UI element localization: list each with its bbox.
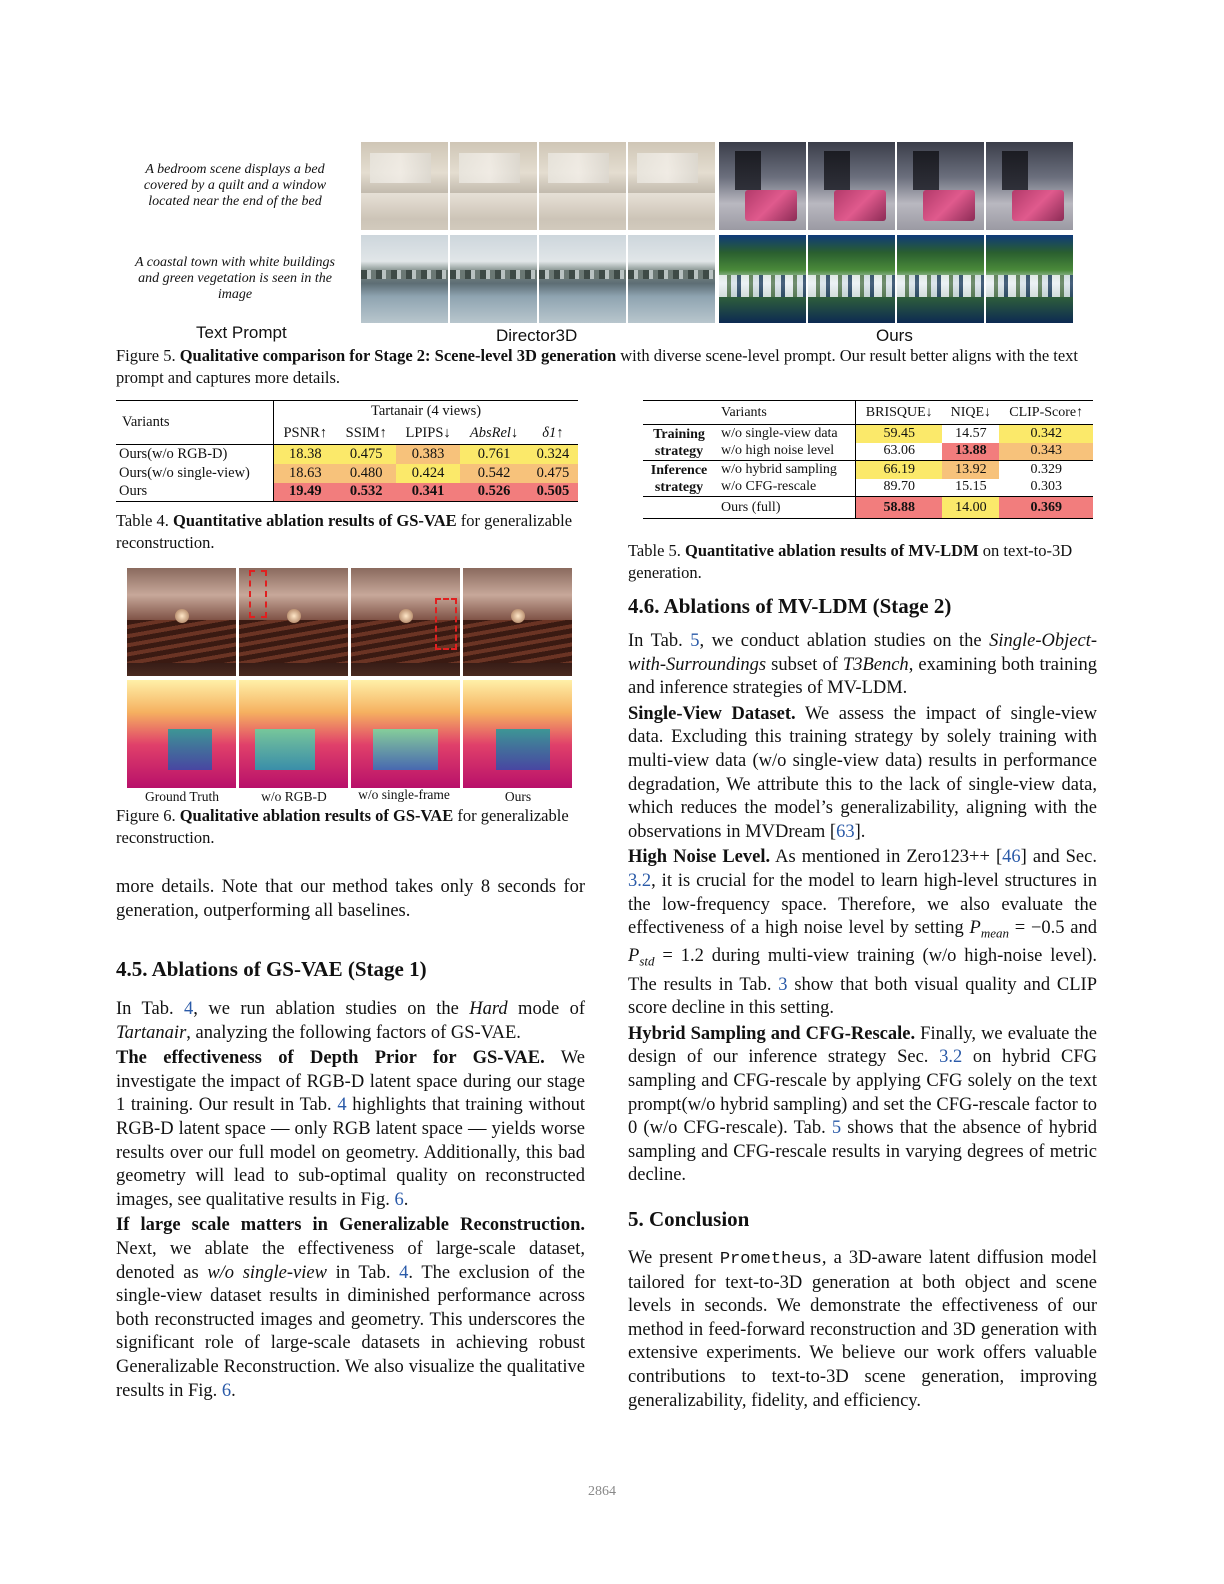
table4-cell: 0.383: [396, 445, 460, 464]
math: P: [969, 918, 981, 939]
table4-header-variants: Variants: [116, 401, 274, 445]
figure-5: [116, 140, 1101, 375]
wo-rgbd-rgb-image: [239, 568, 348, 676]
wo-single-frame-rgb-image: [351, 568, 460, 676]
ref-link[interactable]: 63: [836, 821, 855, 842]
text: As mentioned in Zero123++ [: [770, 847, 1003, 868]
table4-header-group: Tartanair (4 views): [370, 403, 482, 420]
director-coastal-view-4: [628, 235, 715, 323]
text: ] and Sec.: [1020, 847, 1097, 868]
section-5-title: 5. Conclusion: [628, 1207, 750, 1231]
paragraph-intro-45: [116, 998, 585, 1045]
table-5-caption-text: on text-to-3D generation.: [628, 541, 1073, 582]
director-bedroom-view-2: [450, 142, 537, 230]
ours-coastal-view-1: [719, 235, 806, 323]
table5-row-name: w/o hybrid sampling: [715, 461, 856, 479]
text: Next, we ablate the effectiveness of large-scale dataset, denoted as: [116, 1238, 585, 1283]
ours-rgb-image: [463, 568, 572, 676]
ref-link[interactable]: 3.2: [628, 870, 652, 891]
figure-5-caption-num: Figure 5.: [116, 346, 176, 365]
ours-coastal-view-3: [897, 235, 984, 323]
section-4-6-title: 4.6. Ablations of MV-LDM (Stage 2): [628, 594, 952, 618]
table4-col-psnr: PSNR↑: [283, 424, 328, 441]
director-coastal-view-3: [539, 235, 626, 323]
text: , analyzing the following factors of GS-VAE.: [186, 1022, 521, 1043]
director-coastal-view-1: [361, 235, 448, 323]
math: = 1.2: [654, 946, 704, 967]
table4-col-ssim: SSIM↑: [345, 424, 387, 441]
text: highlights that training without RGB-D latent space — only RGB latent space — yields worse results over our full model on geometry. Additionally, this bad geometry will lead to sub-optimal quality on reconstructed images, see qualitative results in Fig.: [116, 1095, 585, 1210]
paragraph-title: High Noise Level.: [628, 847, 771, 868]
ours-bedroom-view-3: [897, 142, 984, 230]
figure-6-caption-text: for generalizable reconstruction.: [116, 806, 569, 847]
text: . The exclusion of the single-view dataset results in diminished performance across both reconstructed images and geometry. This underscores the significant role of large-scale datasets in achieving robust Generalizable Reconstruction. We also visualize the qualitative results in Fig.: [116, 1262, 586, 1401]
table4-cell: 0.526: [460, 483, 528, 502]
text: Single-Object-with-Surroundings: [628, 631, 1098, 675]
table5-cell: 13.88: [942, 443, 999, 461]
table4-cell: 0.341: [396, 483, 460, 502]
gt-rgb-image: [127, 568, 236, 676]
table-5-caption: [628, 540, 1098, 584]
figure-6-caption: [116, 805, 586, 849]
ref-link[interactable]: 6: [394, 1189, 404, 1210]
depth-region: [373, 729, 438, 770]
wo-rgbd-depth-image: [239, 680, 348, 788]
table-4-caption-text: for generalizable reconstruction.: [116, 511, 573, 552]
page-number: 2864: [588, 1484, 616, 1499]
table5-cell: 59.45: [856, 425, 943, 443]
ours-coastal-views: [719, 235, 1073, 323]
paragraph-intro-46: [628, 630, 1097, 701]
table5-cell: 0.343: [999, 443, 1093, 461]
table4-cell: 18.38: [274, 445, 337, 464]
table5-cell: 13.92: [942, 461, 999, 479]
table4-cell: 0.480: [336, 464, 396, 483]
director-bedroom-view-1: [361, 142, 448, 230]
paragraph-hybrid-sampling: [628, 1023, 1097, 1188]
table4-col-delta1: δ1↑: [542, 424, 564, 441]
text: In Tab.: [116, 999, 185, 1019]
table5-group-inference: Inference strategy: [650, 462, 708, 495]
table4-cell: 0.761: [460, 445, 528, 464]
text: show that both visual quality and CLIP score decline in this setting.: [628, 974, 1097, 1019]
figure-6-caption-title: Qualitative ablation results of GS-VAE: [179, 806, 454, 825]
table-4-caption-num: Table 4.: [116, 511, 169, 530]
math: std: [639, 954, 655, 970]
table5-col-niqe: NIQE↓: [950, 404, 992, 420]
table4-row-name: Ours(w/o single-view): [116, 464, 274, 483]
text: We present: [628, 1248, 720, 1268]
text: on hybrid CFG sampling and CFG-rescale by applying CFG solely on the text prompt(w/o hybrid sampling) and set the CFG-rescale factor to 0 (w/o CFG-rescale). Tab.: [628, 1047, 1097, 1139]
label-ours: Ours: [876, 326, 913, 345]
ref-link[interactable]: 4: [337, 1095, 347, 1116]
table-5-caption-title: Quantitative ablation results of MV-LDM: [685, 541, 979, 560]
paragraph-large-scale: [116, 1214, 585, 1403]
table4-cell: 0.324: [528, 445, 578, 464]
depth-region: [168, 729, 212, 770]
ref-link[interactable]: 3: [778, 974, 788, 995]
text: and: [1064, 918, 1097, 939]
director-coastal-view-2: [450, 235, 537, 323]
figure-5-caption: [116, 345, 1101, 389]
conclusion-paragraph: [628, 1247, 1097, 1413]
depth-region: [496, 729, 551, 770]
text: Hard: [469, 999, 508, 1019]
text: w/o single-view: [207, 1262, 327, 1283]
text: .: [403, 1189, 409, 1210]
paragraph-high-noise: [628, 846, 1097, 1021]
table4-cell: 0.542: [460, 464, 528, 483]
table5-cell: 0.329: [1030, 461, 1062, 477]
table5-group-training: Training strategy: [653, 426, 705, 459]
text: We investigate the impact of RGB-D latent space during our stage 1 training. Our result in Tab.: [116, 1048, 585, 1116]
right-body: [628, 630, 1097, 1190]
text: Tartanair: [116, 1022, 187, 1043]
table4-cell: 19.49: [274, 483, 337, 502]
table4-row-name: Ours(w/o RGB-D): [116, 445, 274, 464]
table5-cell: 63.06: [883, 443, 915, 459]
table-row: [116, 464, 578, 483]
table5-row-name: w/o single-view data: [715, 425, 856, 443]
table-row: [116, 483, 578, 502]
label-wo-single-frame: w/o single-frame: [358, 787, 450, 802]
paragraph-title: Single-View Dataset.: [628, 703, 796, 724]
table5-cell: 0.342: [999, 425, 1093, 443]
math: P: [628, 946, 640, 967]
table-4-caption: [116, 510, 586, 554]
ours-bedroom-view-1: [719, 142, 806, 230]
text: during multi-view training (w/o high-noise level). The results in Tab.: [628, 946, 1097, 995]
table5-col-clip: CLIP-Score↑: [1009, 404, 1084, 420]
method-name: Prometheus: [719, 1250, 822, 1269]
table4-col-absrel: AbsRel↓: [469, 424, 519, 441]
ref-link[interactable]: 5: [690, 631, 700, 651]
table5-col-brisque: BRISQUE↓: [865, 404, 933, 420]
table-row: [643, 461, 1093, 479]
ref-link[interactable]: 46: [1002, 847, 1021, 868]
director-bedroom-view-4: [628, 142, 715, 230]
table4-cell: 0.475: [528, 464, 578, 483]
table-row: [643, 497, 1093, 519]
table4-cell: 0.532: [336, 483, 396, 502]
table-4-caption-title: Quantitative ablation results of GS-VAE: [173, 511, 457, 530]
text: .: [231, 1380, 236, 1401]
ours-depth-image: [463, 680, 572, 788]
text: , we conduct ablation studies on the: [699, 631, 990, 651]
text: , we run ablation studies on the: [193, 999, 470, 1019]
prompt-coastal: A coastal town with white buildings and green vegetation is seen in the image: [134, 255, 336, 302]
figure-5-caption-title: Qualitative comparison for Stage 2: Scene-level 3D generation: [179, 346, 617, 365]
ref-link[interactable]: 5: [831, 1118, 842, 1139]
table4-row-name: Ours: [116, 483, 274, 502]
ref-link[interactable]: 4: [399, 1262, 409, 1283]
ref-link[interactable]: 6: [221, 1380, 232, 1401]
math: = −0.5: [1009, 918, 1065, 939]
depth-region: [255, 729, 315, 770]
table5-row-name: w/o CFG-rescale: [715, 479, 856, 497]
figure-6: [127, 568, 575, 808]
ours-bedroom-view-2: [808, 142, 895, 230]
label-director3d: Director3D: [496, 326, 578, 345]
wo-single-frame-depth-image: [351, 680, 460, 788]
text: subset of: [766, 654, 843, 675]
text: T3Bench: [842, 654, 909, 675]
table5-cell: 14.57: [955, 425, 987, 441]
ours-coastal-view-4: [986, 235, 1073, 323]
label-ours-fig6: Ours: [504, 789, 532, 804]
ours-bedroom-view-4: [986, 142, 1073, 230]
math: mean: [980, 925, 1010, 941]
gt-depth-image: [127, 680, 236, 788]
paragraph-title: The effectiveness of Depth Prior for GS-VAE.: [116, 1048, 545, 1069]
text: We assess the impact of single-view data. Excluding this training strategy by solely training with multi-view data (w/o single-view data) results in performance degradation, We attribute this to the lack of single-view data, which reduces the model’s generalizability, aligning with the observations in MVDream [: [628, 703, 1097, 842]
director-bedroom-view-3: [539, 142, 626, 230]
table-row: [116, 445, 578, 464]
table4-cell: 0.505: [528, 483, 578, 502]
text: ].: [854, 821, 866, 842]
table5-cell: 58.88: [856, 497, 943, 519]
paragraph-title: Hybrid Sampling and CFG-Rescale.: [628, 1023, 916, 1044]
ref-link[interactable]: 4: [184, 999, 194, 1019]
label-wo-rgbd: w/o RGB-D: [261, 789, 327, 804]
table5-cell: 89.70: [883, 479, 915, 495]
highlight-box: [249, 570, 267, 618]
left-body: [116, 998, 585, 1405]
table4-col-lpips: LPIPS↓: [405, 424, 451, 441]
table5-cell: 0.303: [1030, 479, 1062, 495]
text: , a 3D-aware latent diffusion model tailored for text-to-3D generation at both object and scene levels in seconds. We demonstrate the effectiveness of our method in feed-forward reconstruction and 3D generation with extensive experiments. We believe our work offers valuable contributions to text-to-3D scene generation, improving generalizability, fidelity, and efficiency.: [628, 1248, 1097, 1411]
figure-6-caption-num: Figure 6.: [116, 806, 176, 825]
table5-header-variants: Variants: [715, 401, 856, 425]
table4-cell: 18.63: [274, 464, 337, 483]
text: , examining both training and inference strategies of MV-LDM.: [628, 654, 1097, 699]
text: in Tab.: [326, 1262, 400, 1283]
prompt-bedroom: A bedroom scene displays a bed covered by a quilt and a window located near the end of the bed: [143, 162, 327, 209]
paragraph-title: If large scale matters in Generalizable Reconstruction.: [116, 1215, 585, 1236]
table5-cell: 0.369: [999, 497, 1093, 519]
director-coastal-views: [361, 235, 715, 323]
ref-link[interactable]: 3.2: [939, 1047, 963, 1068]
table5-cell: 66.19: [856, 461, 943, 479]
table-5: [643, 400, 1095, 519]
paragraph-single-view: [628, 703, 1097, 845]
table4-cell: 0.424: [396, 464, 460, 483]
label-text-prompt: Text Prompt: [196, 323, 287, 342]
table5-cell: 14.00: [942, 497, 999, 519]
section-4-5-title: 4.5. Ablations of GS-VAE (Stage 1): [116, 957, 427, 981]
director-bedroom-views: [361, 142, 715, 230]
table-4: [116, 400, 580, 502]
table5-cell: 15.15: [955, 479, 987, 495]
table5-row-name: w/o high noise level: [715, 443, 856, 461]
ours-bedroom-views: [719, 142, 1073, 230]
figure-5-caption-text: with diverse scene-level prompt. Our result better aligns with the text prompt and captures more details.: [116, 346, 1079, 387]
text: shows that the absence of hybrid sampling and CFG-rescale results in varying degrees of metric decline.: [628, 1118, 1098, 1186]
text: , it is crucial for the model to learn high-level structures in the low-frequency space. Therefore, we also evaluate the effectiveness of a high noise level by setting: [628, 870, 1097, 939]
table-row: [643, 425, 1093, 443]
text: Finally, we evaluate the design of our inference strategy Sec.: [628, 1023, 1098, 1068]
table5-row-name: Ours (full): [715, 497, 856, 519]
ours-coastal-view-2: [808, 235, 895, 323]
table4-cell: 0.475: [336, 445, 396, 464]
left-intro-paragraph: more details. Note that our method takes only 8 seconds for generation, outperforming all baselines.: [116, 877, 585, 921]
table-5-caption-num: Table 5.: [628, 541, 681, 560]
highlight-box: [435, 598, 457, 650]
label-ground-truth: Ground Truth: [145, 789, 219, 804]
text: In Tab.: [628, 631, 691, 651]
paragraph-depth-prior: [116, 1047, 585, 1212]
text: mode of: [507, 999, 585, 1019]
